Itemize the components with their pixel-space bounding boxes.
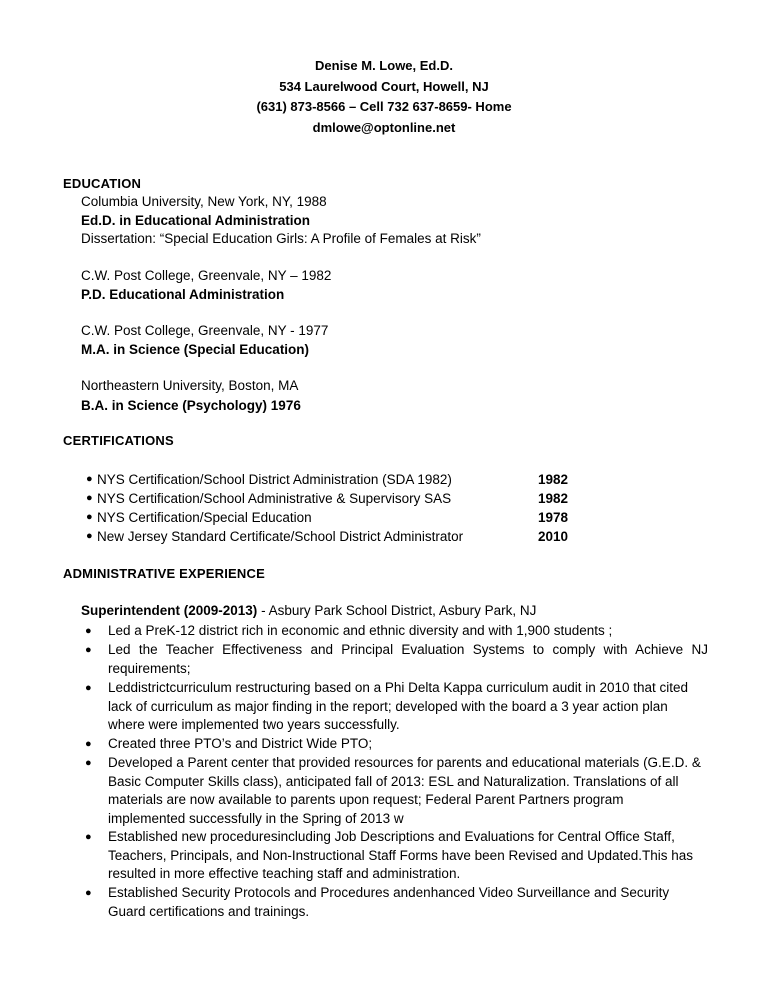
certification-text: NYS Certification/Special Education (97, 510, 312, 525)
bullet-icon: ● (86, 492, 93, 504)
experience-role: Superintendent (2009-2013) (81, 603, 258, 618)
certification-year: 2010 (538, 529, 569, 544)
experience-bullet-text: Established Security Protocols and Procedures andenhanced Video Surveillance and Security Guard certifications and trainings. (108, 885, 670, 919)
bullet-icon: ● (86, 530, 93, 542)
education-degree: P.D. Educational Administration (81, 287, 285, 302)
certification-year: 1978 (538, 510, 569, 525)
bullet-icon: ● (85, 644, 92, 656)
bullet-icon: ● (85, 682, 92, 694)
certification-text: New Jersey Standard Certificate/School District Administrator (97, 529, 464, 544)
certification-item (86, 527, 586, 546)
address: 534 Laurelwood Court, Howell, NJ (279, 78, 489, 94)
certification-item (86, 470, 586, 489)
experience-bullet-text: Created three PTO’s and District Wide PTO; (108, 736, 373, 751)
bullet-icon: ● (85, 625, 92, 637)
experience-bullet-text: Leddistrictcurriculum restructuring based on a Phi Delta Kappa curriculum audit in 2010 that cited lack of curriculum as major finding in the report; developed with the board a 3 year action plan where were implemented two years successfully. (108, 680, 689, 733)
experience-org: - Asbury Park School District, Asbury Park, NJ (257, 603, 537, 618)
certification-item (86, 508, 586, 527)
email: dmlowe@optonline.net (312, 119, 456, 135)
certification-year: 1982 (538, 472, 569, 487)
certification-text: NYS Certification/School District Administration (SDA 1982) (97, 472, 452, 487)
experience-heading: ADMINISTRATIVE EXPERIENCE (63, 566, 265, 581)
education-school: Columbia University, New York, NY, 1988 (81, 194, 327, 209)
experience-bullet-text: Established new proceduresincluding Job Descriptions and Evaluations for Central Office Staff, Teachers, Principals, and Non-Instructional Staff Forms have been Revised and Updated.This has resulted in more effective teaching staff and administration. (108, 829, 694, 882)
education-note: Dissertation: “Special Education Girls: A Profile of Females at Risk” (81, 231, 481, 246)
phone: (631) 873-8566 – Cell 732 637-8659- Home (256, 99, 512, 114)
name: Denise M. Lowe, Ed.D. (315, 58, 453, 73)
education-heading: EDUCATION (63, 176, 142, 191)
education-degree: Ed.D. in Educational Administration (81, 213, 311, 228)
certification-year: 1982 (538, 491, 569, 506)
certifications-heading: CERTIFICATIONS (63, 433, 174, 448)
education-degree: B.A. in Science (Psychology) 1976 (81, 398, 301, 413)
certification-item (86, 489, 586, 508)
experience-bullet-text: Led the Teacher Effectiveness and Principal Evaluation Systems to comply with Achieve NJ requirements; (108, 642, 708, 676)
experience-role-line (81, 603, 536, 618)
certification-text: NYS Certification/School Administrative & Supervisory SAS (97, 491, 452, 506)
bullet-icon: ● (85, 887, 92, 899)
bullet-icon: ● (86, 473, 93, 485)
education-school: C.W. Post College, Greenvale, NY – 1982 (81, 268, 332, 283)
education-degree: M.A. in Science (Special Education) (81, 342, 310, 357)
bullet-icon: ● (85, 757, 92, 769)
education-school: C.W. Post College, Greenvale, NY - 1977 (81, 323, 329, 338)
resume-header (0, 56, 768, 138)
education-school: Northeastern University, Boston, MA (81, 378, 299, 393)
bullet-icon: ● (86, 511, 93, 523)
bullet-icon: ● (85, 738, 92, 750)
bullet-icon: ● (85, 831, 92, 843)
experience-bullet-text: Led a PreK-12 district rich in economic and ethnic diversity and with 1,900 students ; (108, 623, 613, 638)
experience-bullet-text: Developed a Parent center that provided resources for parents and educational materials (G.E.D. & Basic Computer Skills class), anticipated fall of 2013: ESL and Naturalization. Translations of all materials are now available to parents upon request; Federal Parent Partners program implemented successfully in the Spring of 2013 w (108, 755, 701, 827)
